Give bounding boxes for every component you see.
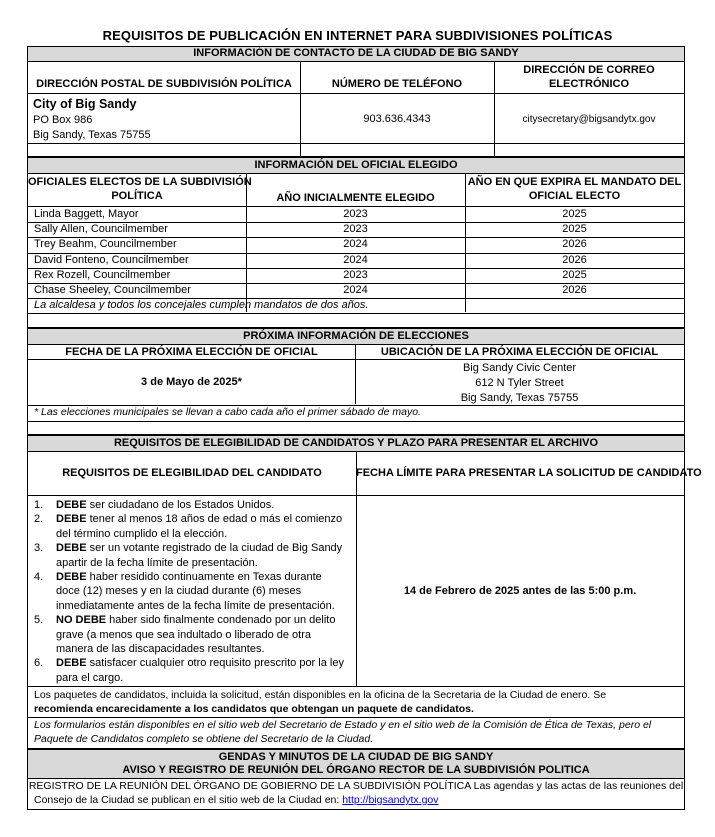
eligibility-table [27,435,702,749]
requirements-list [30,498,346,685]
contact-section-title: INFORMACIÓN DE CONTACTO DE LA CIUDAD DE BIG SANDY [193,47,519,59]
official-name: Chase Sheeley, Councilmember [34,284,191,296]
official-elected-year: 2023 [343,269,368,281]
col-phone-header: NÚMERO DE TELÉFONO [331,78,463,90]
official-expires-year: 2026 [562,238,587,250]
officials-section-title: INFORMACIÓN DEL OFICIAL ELEGIDO [254,159,458,171]
agendas-table [27,749,685,810]
address-line1: PO Box 986 [33,114,93,126]
col-deadline-header: FECHA LÍMITE PARA PRESENTAR LA SOLICITUD DE CANDIDATO [356,467,702,479]
agendas-text-line2 [34,794,439,807]
address-line2: Big Sandy, Texas 75755 [33,129,151,141]
eligibility-section-header [28,436,684,451]
phone-number: 903.636.4343 [363,113,431,125]
official-name: David Fonteno, Councilmember [34,254,189,266]
election-location-line2: 612 N Tyler Street [475,377,564,389]
agendas-text-line2-label: Consejo de la Ciudad se publican en el sitio web de la Ciudad en: [34,794,343,806]
official-expires-year: 2025 [562,223,587,235]
official-name: Sally Allen, Councilmember [34,223,168,235]
official-expires-year: 2026 [562,284,587,296]
official-name: Rex Rozell, Councilmember [34,269,171,281]
officials-term-note: La alcaldesa y todos los concejales cumplen mandatos de dos años. [34,299,369,311]
requirement-item: 5. NO DEBE haber sido finalmente condenado por un delito grave (a menos que sea indultado o liberado de otra manera de las discapacidades resultantes. [34,614,336,656]
officials-table [27,157,685,328]
election-location-line3: Big Sandy, Texas 75755 [460,392,579,404]
requirement-item: 4. DEBE haber residido continuamente en Texas durante doce (12) meses y en la ciudad durante (6) meses inmediatamente antes de la fecha límite de presentación. [34,571,335,612]
election-table [27,328,685,435]
official-elected-year: 2024 [343,284,368,296]
officials-section-header [28,158,684,173]
official-name: Linda Baggett, Mayor [34,208,139,220]
col-requirements-header: REQUISITOS DE ELEGIBILIDAD DEL CANDIDATO [62,467,322,479]
official-elected-year: 2024 [343,254,368,266]
election-note: * Las elecciones municipales se llevan a cabo cada año el primer sábado de mayo. [34,406,421,418]
col-email-header-line1: DIRECCIÓN DE CORREO [523,64,655,76]
packet-note-line1: Los paquetes de candidatos, incluida la solicitud, están disponibles en la oficina de la Secretaria de la Ciudad de enero. Se [34,689,607,701]
official-name: Trey Beahm, Councilmember [34,238,177,250]
col-address-header: DIRECCIÓN POSTAL DE SUBDIVISIÓN POLÍTICA [36,78,292,90]
agendas-title-line1: GENDAS Y MINUTOS DE LA CIUDAD DE BIG SANDY [218,751,494,763]
packet-note-line2: recomienda encarecidamente a los candidatos que obtengan un paquete de candidatos. [34,703,474,715]
col-election-date-header: FECHA DE LA PRÓXIMA ELECCIÓN DE OFICIAL [65,346,318,358]
official-elected-year: 2024 [343,238,368,250]
eligibility-section-title: REQUISITOS DE ELEGIBILIDAD DE CANDIDATOS Y PLAZO PARA PRESENTAR EL ARCHIVO [113,437,599,449]
election-date: 3 de Mayo de 2025* [141,376,242,388]
election-section-title: PRÓXIMA INFORMACIÓN DE ELECCIONES [243,330,469,342]
official-elected-year: 2023 [343,223,368,235]
requirement-item: 3. DEBE ser un votante registrado de la ciudad de Big Sandy apartir de la fecha límite de presentación. [34,542,343,569]
official-expires-year: 2026 [562,254,587,266]
col-email-header-line2: ELECTRÓNICO [548,78,630,90]
agendas-text-line1: REGISTRO DE LA REUNIÓN DEL ÓRGANO DE GOBIERNO DE LA SUBDIVISIÓN POLÍTICA Las agendas y las actas de las reuniones del [28,780,684,792]
city-name: City of Big Sandy [33,97,137,111]
election-location-line1: Big Sandy Civic Center [462,362,577,374]
forms-note-line2: Paquete de Candidatos completo se obtiene del Secretario de la Ciudad. [34,733,374,745]
col-official-header-line1: OFICIALES ELECTOS DE LA SUBDIVISIÓN [28,176,252,188]
col-election-location-header: UBICACIÓN DE LA PRÓXIMA ELECCIÓN DE OFICIAL [380,346,659,358]
agendas-title-line2: AVISO Y REGISTRO DE REUNIÓN DEL ÓRGANO RECTOR DE LA SUBDIVISIÓN POLITICA [122,764,590,776]
col-elected-header: AÑO INICIALMENTE ELEGIDO [276,192,435,204]
contact-table [27,46,685,157]
col-expires-header-line1: AÑO EN QUE EXPIRA EL MANDATO DEL [467,176,682,188]
requirement-item: 2. DEBE tener al menos 18 años de edad o más el comienzo del término cumplido el la elección. [34,513,343,540]
document-title: REQUISITOS DE PUBLICACIÓN EN INTERNET PARA SUBDIVISIONES POLÍTICAS [102,28,613,43]
forms-note-line1: Los formularios están disponibles en el sitio web del Secretario de Estado y en el sitio web de la Comisión de Ética de Texas, pero el [34,719,652,731]
official-expires-year: 2025 [562,269,587,281]
col-expires-header-line2: OFICIAL ELECTO [528,190,621,202]
election-section-header [28,329,684,344]
official-expires-year: 2025 [562,208,587,220]
requirement-item: 6. DEBE satisfacer cualquier otro requisito prescrito por la ley para el cargo. [34,657,344,684]
city-website-link[interactable]: http://bigsandytx.gov [342,794,439,806]
requirement-item: 1. DEBE ser ciudadano de los Estados Unidos. [34,499,275,511]
filing-deadline: 14 de Febrero de 2025 antes de las 5:00 p.m. [403,585,637,597]
col-official-header-line2: POLÍTICA [111,190,163,202]
official-elected-year: 2023 [343,208,368,220]
email-address: citysecretary@bigsandytx.gov [522,114,656,125]
contact-section-header [28,47,684,61]
agendas-section-header [28,750,684,778]
